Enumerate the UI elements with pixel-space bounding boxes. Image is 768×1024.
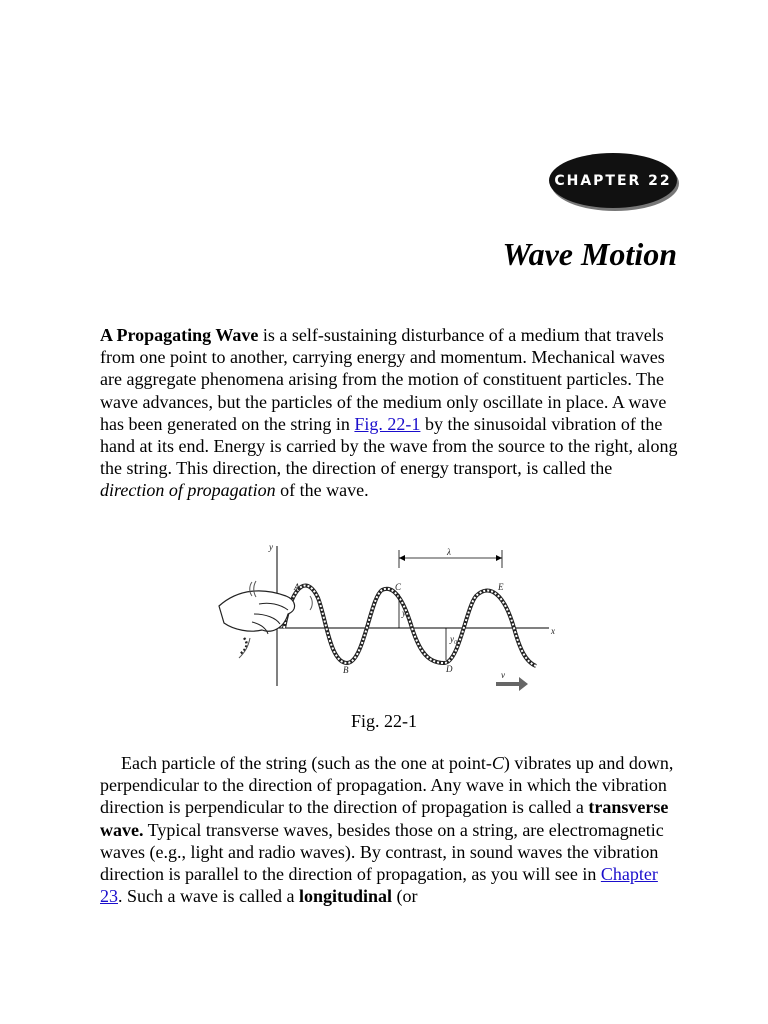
term-longitudinal: longitudinal bbox=[298, 886, 392, 907]
page-title: Wave Motion bbox=[502, 236, 677, 272]
y-axis-label: y bbox=[269, 542, 273, 552]
point-e-label: E bbox=[498, 582, 504, 592]
velocity-label: v bbox=[501, 670, 505, 680]
figure-caption: Fig. 22-1 bbox=[350, 711, 417, 731]
paragraph-text: . Such a wave is called a bbox=[118, 886, 299, 907]
paragraph-text: by the sinusoidal vibration of the hand at its end. Energy is carried by the wave from the source to the right, along the string. This direction, the direction of energy transport, is called the bbox=[100, 413, 678, 479]
point-b-label: B bbox=[343, 665, 349, 675]
point-c-label: C bbox=[395, 582, 402, 592]
lambda-label: λ bbox=[447, 547, 451, 557]
hand-illustration bbox=[219, 581, 312, 658]
link-fig-22-1[interactable]: Fig. 22-1 bbox=[354, 413, 421, 434]
point-a-label: A bbox=[294, 582, 300, 592]
y0-top-label: y₀ bbox=[402, 608, 410, 618]
paragraph-text: (or bbox=[391, 886, 418, 907]
chapter-badge bbox=[549, 153, 677, 208]
term-direction-of-propagation: direction of propagation bbox=[100, 480, 276, 501]
paragraph-text: of the wave. bbox=[275, 480, 369, 501]
point-c-ref: C bbox=[491, 753, 504, 773]
term-propagating-wave: A Propagating Wave bbox=[100, 325, 259, 345]
x-axis-label: x bbox=[551, 626, 555, 636]
wave-figure bbox=[214, 538, 564, 698]
y0-bottom-label: y₀ bbox=[450, 634, 458, 644]
wave-string bbox=[284, 586, 536, 666]
point-d-label: D bbox=[446, 664, 453, 674]
chapter-badge-label: CHAPTER 22 bbox=[554, 172, 672, 189]
paragraph-propagating-wave bbox=[100, 324, 680, 502]
link-chapter-23[interactable]: Chapter 23 bbox=[100, 864, 658, 907]
paragraph-text: is a self-sustaining disturbance of a medium that travels from one point to another, carrying energy and momentum. Mechanical waves are aggregate phenomena arising from the motion of constituent particles. The wave advances, but the particles of the medium only oscillate in place. A wave has been generated on the string in bbox=[100, 325, 667, 434]
paragraph-text: Typical transverse waves, besides those on a string, are electromagnetic waves (e.g., light and radio waves). By contrast, in sound waves the vibration direction is parallel to the direction of propagation, as you will see in bbox=[100, 819, 664, 885]
paragraph-transverse-wave bbox=[100, 752, 680, 907]
paragraph-text: ) vibrates up and down, perpendicular to the direction of propagation. Any wave in which the vibration direction is perpendicular to the direction of propagation is called a bbox=[100, 753, 674, 818]
paragraph-text: Each particle of the string (such as the one at point- bbox=[121, 753, 492, 773]
term-transverse-wave: transverse wave. bbox=[100, 797, 669, 840]
